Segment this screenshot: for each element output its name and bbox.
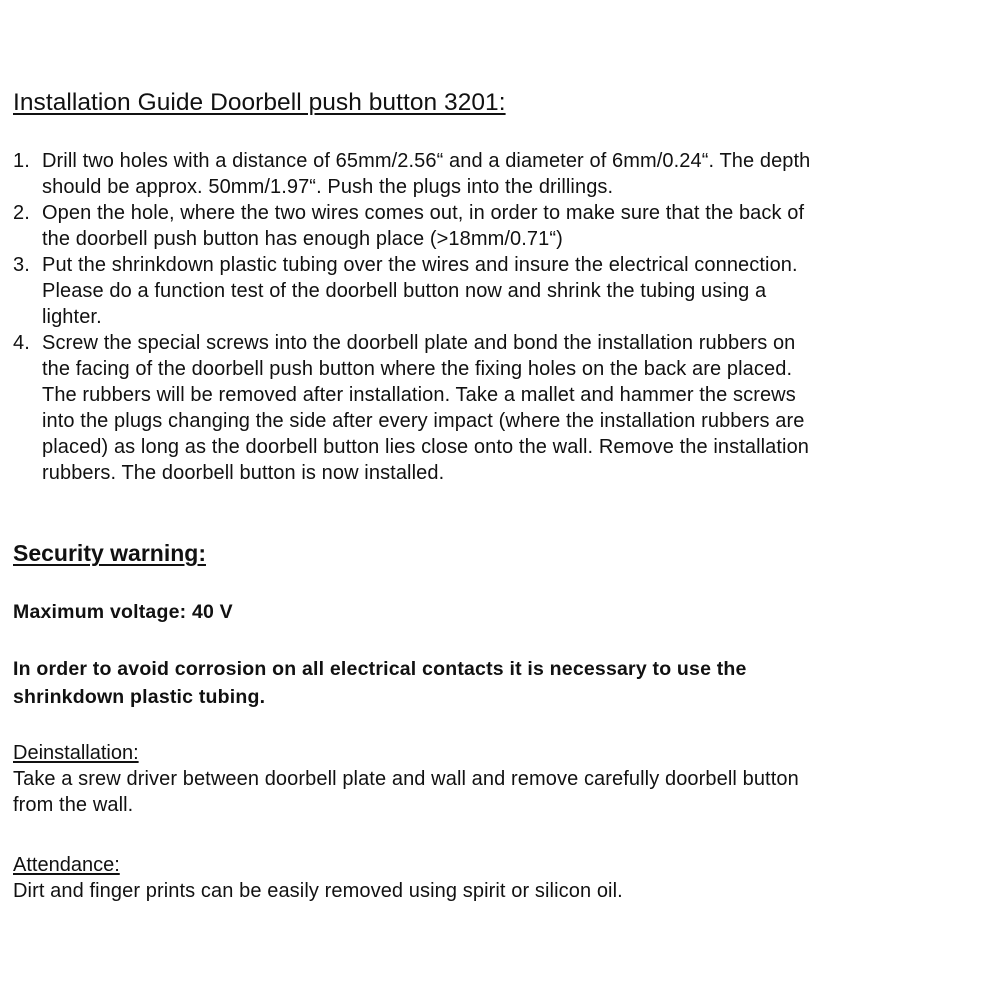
step-text-line: lighter. [42,306,102,328]
security-warning-heading: Security warning: [13,540,206,566]
deinstallation-section [13,740,799,818]
step-text-line: the doorbell push button has enough place (>18mm/0.71“) [42,228,563,250]
max-voltage-text: Maximum voltage: 40 V [13,601,233,623]
step-number: 2. [13,202,30,224]
step-text-line: The rubbers will be removed after installation. Take a mallet and hammer the screws [42,384,796,406]
attendance-section [13,852,623,904]
step-2 [13,200,998,252]
attendance-text-line: Dirt and finger prints can be easily removed using spirit or silicon oil. [13,880,623,902]
step-text-line: into the plugs changing the side after every impact (where the installation rubbers are [42,410,805,432]
step-text-line: placed) as long as the doorbell button lies close onto the wall. Remove the installation [42,436,810,458]
step-number: 1. [13,150,30,172]
step-text-line: Open the hole, where the two wires comes out, in order to make sure that the back of [42,202,805,224]
step-number: 3. [13,254,30,276]
deinstallation-text-line: Take a srew driver between doorbell plate and wall and remove carefully doorbell button [13,768,799,790]
step-3 [13,252,998,330]
step-text-line: Drill two holes with a distance of 65mm/2.56“ and a diameter of 6mm/0.24“. The depth [42,150,811,172]
step-text-line: Please do a function test of the doorbell button now and shrink the tubing using a [42,280,767,302]
corrosion-warning-line: shrinkdown plastic tubing. [13,686,266,708]
corrosion-warning [13,655,747,711]
step-text-line: Put the shrinkdown plastic tubing over the wires and insure the electrical connection. [42,254,798,276]
corrosion-warning-line: In order to avoid corrosion on all electrical contacts it is necessary to use the [13,658,747,680]
deinstallation-text-line: from the wall. [13,794,134,816]
step-text-line: rubbers. The doorbell button is now installed. [42,462,445,484]
step-text-line: should be approx. 50mm/1.97“. Push the plugs into the drillings. [42,176,614,198]
step-text-line: Screw the special screws into the doorbell plate and bond the installation rubbers on [42,332,796,354]
deinstallation-heading: Deinstallation: [13,742,139,764]
step-4 [13,330,998,486]
step-text-line: the facing of the doorbell push button where the fixing holes on the back are placed. [42,358,793,380]
document-title: Installation Guide Doorbell push button 3201: [13,89,506,116]
installation-steps [13,148,998,486]
attendance-heading: Attendance: [13,854,120,876]
step-number: 4. [13,332,30,354]
step-1 [13,148,998,200]
